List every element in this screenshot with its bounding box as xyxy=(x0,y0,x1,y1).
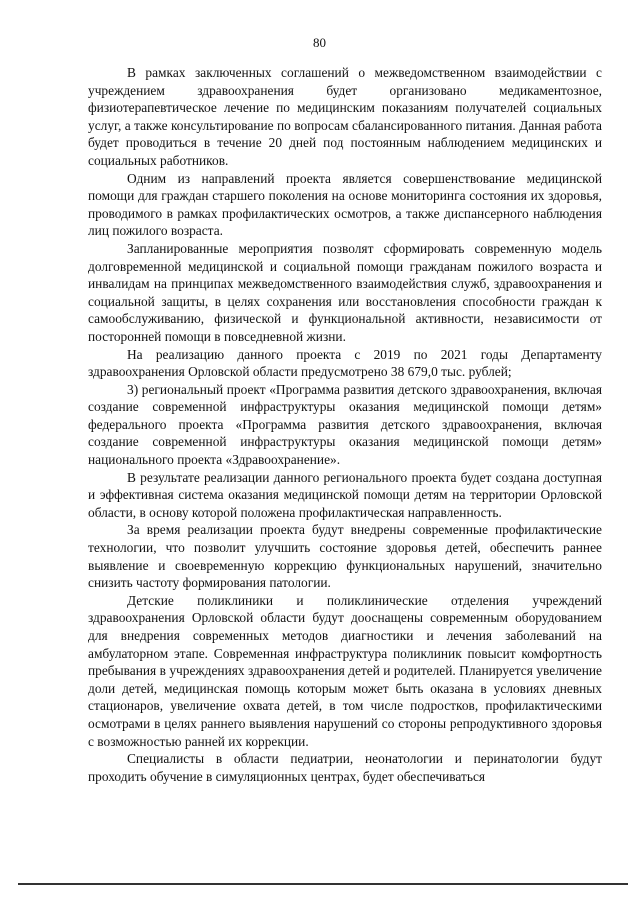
page-number: 80 xyxy=(313,35,326,50)
paragraph: Запланированные мероприятия позволят сформировать современную модель долговременной медицинской и социальной помощи гражданам пожилого возраста и инвалидам на принципах межведомственного взаимодействия служб, здравоохранения и социальной защиты, в целях сохранения или восстановления способности граждан к самообслуживанию, физической и функциональной активности, независимости от посторонней помощи в повседневной жизни. xyxy=(88,240,602,344)
paragraph: Специалисты в области педиатрии, неонатологии и перинатологии будут проходить обучение в симуляционных центрах, будет обеспечиваться xyxy=(88,751,602,784)
paragraph: Детские поликлиники и поликлинические отделения учреждений здравоохранения Орловской области будут дооснащены современным оборудованием для внедрения современных методов диагностики и лечения заболеваний на амбулаторном этапе. Современная инфраструктура поликлиник повысит комфортность пребывания в учреждениях здравоохранения детей и родителей. Планируется увеличение доли детей, медицинская помощь которым может быть оказана в условиях дневных стационаров, увеличение охвата детей, в том числе подростков, профилактическими осмотрами в целях раннего выявления нарушений со стороны репродуктивного здоровья с возможностью ранней их коррекции. xyxy=(88,592,602,749)
paragraph: Одним из направлений проекта является совершенствование медицинской помощи для граждан старшего поколения на основе мониторинга состояния их здоровья, проводимого в рамках профилактических осмотров, а также диспансерного наблюдения лиц пожилого возраста. xyxy=(88,170,602,239)
paragraph: На реализацию данного проекта с 2019 по 2021 годы Департаменту здравоохранения Орловской области предусмотрено 38 679,0 тыс. рублей; xyxy=(88,346,602,380)
paragraph: За время реализации проекта будут внедрены современные профилактические технологии, что позволит улучшить состояние здоровья детей, обеспечить раннее выявление и своевременную коррекцию функциональных нарушений, значительно снизить частоту формирования патологии. xyxy=(88,522,602,591)
paragraph: В рамках заключенных соглашений о межведомственном взаимодействии с учреждением здравоохранения будет организовано медикаментозное, физиотерапевтическое лечение по медицинским показаниям получателей социальных услуг, а также консультирование по вопросам сбалансированного питания. Данная работа будет проводиться в течение 20 дней под постоянным наблюдением медицинских и социальных работников. xyxy=(88,65,602,168)
page-bottom-rule xyxy=(18,883,628,885)
paragraph: В результате реализации данного регионального проекта будет создана доступная и эффективная система оказания медицинской помощи детям на территории Орловской области, в основу которой положена профилактическая направленность. xyxy=(88,469,602,520)
paragraph: 3) региональный проект «Программа развития детского здравоохранения, включая создание современной инфраструктуры оказания медицинской помощи детям» федерального проекта «Программа развития детского здравоохранения, включая создание современной инфраструктуры оказания медицинской помощи детям» национального проекта «Здравоохранение». xyxy=(88,381,602,468)
document-body xyxy=(88,64,602,785)
